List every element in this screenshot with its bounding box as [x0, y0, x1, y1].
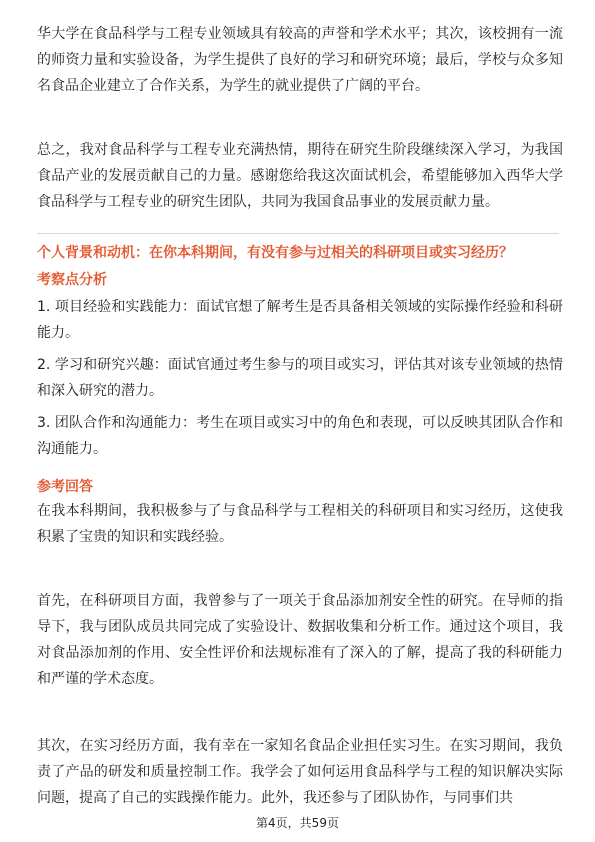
- analysis-item-1: 1. 项目经验和实践能力：面试官想了解考生是否具备相关领域的实际操作经验和科研能力。: [37, 299, 563, 341]
- intro-tail-paragraph: 华大学在食品科学与工程专业领域具有较高的声誉和学术水平；其次，该校拥有一流的师资力量和实验设备，为学生提供了良好的学习和研究环境；最后，学校与众多知名食品企业建立了合作关系，为学生的就业提供了广阔的平台。: [37, 26, 563, 94]
- answer-paragraph-1: 在我本科期间，我积极参与了与食品科学与工程相关的科研项目和实习经历，这使我积累了宝贵的知识和实践经验。: [37, 503, 563, 545]
- analysis-item-3: 3. 团队合作和沟通能力：考生在项目或实习中的角色和表现，可以反映其团队合作和沟通能力。: [37, 415, 563, 457]
- analysis-item-2: 2. 学习和研究兴趣：面试官通过考生参与的项目或实习，评估其对该专业领域的热情和深入研究的潜力。: [37, 357, 563, 399]
- page-number: 第4页，共59页: [256, 816, 339, 830]
- answer-title: 参考回答: [37, 479, 93, 495]
- conclusion-paragraph: 总之，我对食品科学与工程专业充满热情，期待在研究生阶段继续深入学习，为我国食品产业的发展贡献自己的力量。感谢您给我这次面试机会，希望能够加入西华大学食品科学与工程专业的研究生团队，共同为我国食品事业的发展贡献力量。: [37, 142, 563, 210]
- answer-paragraph-2: 首先，在科研项目方面，我曾参与了一项关于食品添加剂安全性的研究。在导师的指导下，我与团队成员共同完成了实验设计、数据收集和分析工作。通过这个项目，我对食品添加剂的作用、安全性评价和法规标准有了深入的了解，提高了我的科研能力和严谨的学术态度。: [37, 593, 563, 687]
- analysis-title: 考察点分析: [37, 272, 107, 288]
- answer-paragraph-3: 其次，在实习经历方面，我有幸在一家知名食品企业担任实习生。在实习期间，我负责了产品的研发和质量控制工作。我学会了如何运用食品科学与工程的知识解决实际问题，提高了自己的实践操作能力。此外，我还参与了团队协作，与同事们共: [37, 738, 563, 806]
- section-divider: [37, 233, 559, 234]
- interview-question: 个人背景和动机：在你本科期间，有没有参与过相关的科研项目或实习经历？: [37, 245, 513, 261]
